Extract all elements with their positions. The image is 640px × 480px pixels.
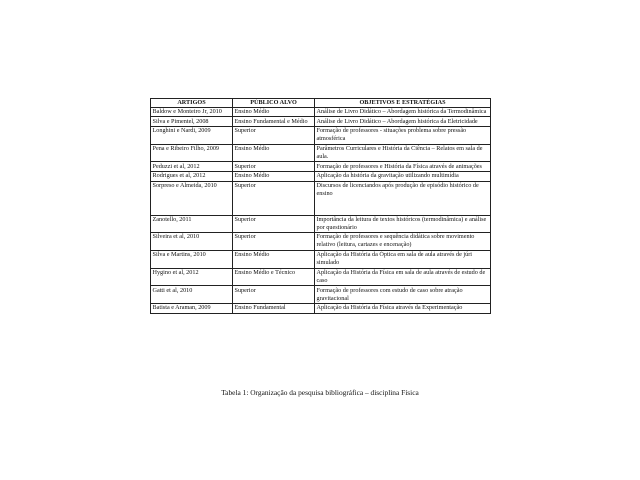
table-row: [151, 233, 491, 251]
header-publico-alvo: PÚBLICO ALVO: [233, 99, 315, 108]
cell-publico: Superior: [233, 233, 315, 251]
cell-publico: Ensino Médio e Técnico: [233, 268, 315, 286]
cell-artigo: Longhini e Nardi, 2009: [151, 127, 233, 145]
cell-artigo: Gatti et al, 2010: [151, 286, 233, 304]
table-header-row: [151, 99, 491, 108]
cell-publico: Superior: [233, 215, 315, 233]
table-row: [151, 162, 491, 172]
cell-publico: Ensino Médio: [233, 172, 315, 182]
cell-publico: Superior: [233, 162, 315, 172]
cell-objetivo: Análise de Livro Didático – Abordagem histórica da Eletricidade: [315, 117, 491, 127]
cell-publico: Ensino Fundamental: [233, 303, 315, 313]
cell-objetivo: Formação de professores - situações problema sobre pressão atmosférica: [315, 127, 491, 145]
table-row: [151, 144, 491, 162]
table-row: [151, 117, 491, 127]
cell-objetivo: Aplicação da história da gravitação utilizando multimídia: [315, 172, 491, 182]
cell-objetivo: Parâmetros Curriculares e História da Ciência – Relatos em sala de aula.: [315, 144, 491, 162]
cell-publico: Superior: [233, 286, 315, 304]
cell-artigo: Silveira et al, 2010: [151, 233, 233, 251]
author-name: Peduzzi et al, 2012: [152, 162, 200, 170]
cell-artigo: Baldow e Monteiro Jr, 2010: [151, 107, 233, 117]
table-row: [151, 303, 491, 313]
cell-publico: Ensino Médio: [233, 250, 315, 268]
cell-publico: Ensino Médio: [233, 107, 315, 117]
cell-objetivo: Formação de professores e sequência didática sobre movimento relativo (leitura, cartazes e encenação): [315, 233, 491, 251]
cell-artigo: Rodrigues et al, 2012: [151, 172, 233, 182]
header-artigos: ARTIGOS: [151, 99, 233, 108]
cell-publico: Superior: [233, 181, 315, 215]
cell-artigo: Zanotello, 2011: [151, 215, 233, 233]
cell-publico: Ensino Médio: [233, 144, 315, 162]
header-objetivos: OBJETIVOS E ESTRATÉGIAS: [315, 99, 491, 108]
cell-objetivo: Análise de Livro Didático – Abordagem histórica da Termodinâmica: [315, 107, 491, 117]
cell-publico: Superior: [233, 127, 315, 145]
cell-objetivo: Aplicação da História da Física através da Experimentação: [315, 303, 491, 313]
cell-artigo: Pena e Ribeiro Filho, 2009: [151, 144, 233, 162]
cell-artigo: [151, 162, 233, 172]
table-row: [151, 181, 491, 215]
table-caption: Tabela 1: Organização da pesquisa bibliográfica – disciplina Física: [221, 388, 419, 397]
table-row: [151, 286, 491, 304]
cell-artigo: Silva e Martins, 2010: [151, 250, 233, 268]
cell-objetivo: Formação de professores e História da Física através de animações: [315, 162, 491, 172]
cell-objetivo: Importância da leitura de textos históricos (termodinâmica) e análise por questionário: [315, 215, 491, 233]
bibliography-table: [150, 98, 491, 314]
table-row: [151, 215, 491, 233]
table-row: [151, 127, 491, 145]
cell-artigo: Sorpreso e Almeida, 2010: [151, 181, 233, 215]
cell-objetivo: Discursos de licenciandos após produção de episódio histórico de ensino: [315, 181, 491, 215]
cell-publico: Ensino Fundamental e Médio: [233, 117, 315, 127]
cell-artigo: Silva e Pimentel, 2008: [151, 117, 233, 127]
cell-objetivo: Aplicação da História da Óptica em sala de aula através de júri simulado: [315, 250, 491, 268]
table-row: [151, 250, 491, 268]
cell-artigo: Batista e Araman, 2009: [151, 303, 233, 313]
cell-objetivo: Aplicação da História da Física em sala de aula através de estudo de caso: [315, 268, 491, 286]
cell-objetivo: Formação de professores com estudo de caso sobre atração gravitacional: [315, 286, 491, 304]
cell-artigo: Hygino et al, 2012: [151, 268, 233, 286]
table-row: [151, 268, 491, 286]
table-row: [151, 107, 491, 117]
table-row: [151, 172, 491, 182]
